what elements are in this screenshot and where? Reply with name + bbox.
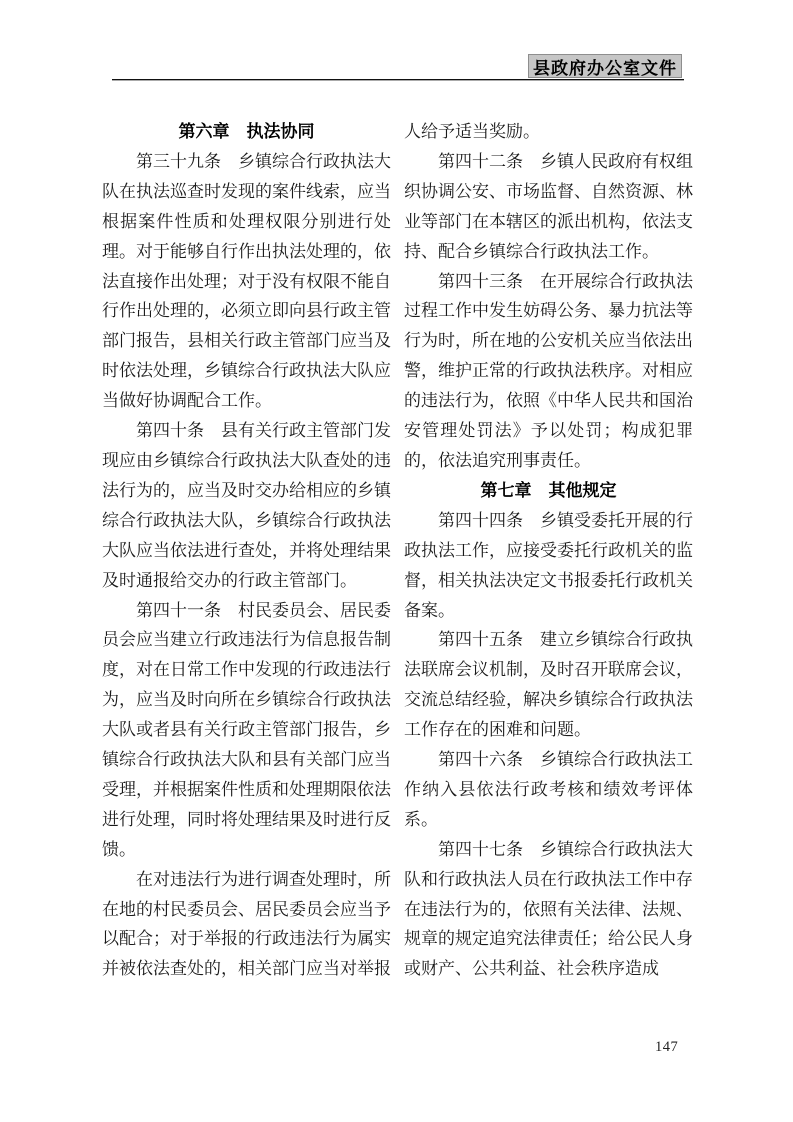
article-43-paragraph: 第四十三条 在开展综合行政执法过程工作中发生妨碍公务、暴力抗法等行为时，所在地的公安机关应当依法出警，维护正常的行政执法秩序。对相应的违法行为，依照《中华人民共和国治安管理处罚法》予以处罚；构成犯罪的，依法追究刑事责任。: [404, 271, 693, 470]
article-47-paragraph: 第四十七条 乡镇综合行政执法大队和行政执法人员在行政执法工作中存在违法行为的，依照有关法律、法规、规章的规定追究法律责任；给公民人身或财产、公共利益、社会秩序造成: [404, 839, 693, 979]
header-rule: [112, 79, 684, 81]
continuation-paragraph: 人给予适当奖励。: [404, 122, 540, 141]
chapter-heading-7: 第七章 其他规定: [480, 480, 617, 500]
article-45-paragraph: 第四十五条 建立乡镇综合行政执法联席会议机制，及时召开联席会议，交流总结经验，解决乡镇综合行政执法工作存在的困难和问题。: [404, 630, 693, 740]
article-39-paragraph: 第三十九条 乡镇综合行政执法大队在执法巡查时发现的案件线索，应当根据案件性质和处理权限分别进行处理。对于能够自行作出执法处理的，依法直接作出处理；对于没有权限不能自行作出处理的，必须立即向县行政主管部门报告，县相关行政主管部门应当及时依法处理，乡镇综合行政执法大队应当做好协调配合工作。: [102, 151, 391, 411]
right-column: [404, 117, 693, 984]
article-41-paragraph: 第四十一条 村民委员会、居民委员会应当建立行政违法行为信息报告制度，对在日常工作中发现的行政违法行为，应当及时向所在乡镇综合行政执法大队或者县有关行政主管部门报告，乡镇综合行政执法大队和县有关部门应当受理，并根据案件性质和处理期限依法进行处理，同时将处理结果及时进行反馈。: [102, 600, 391, 859]
article-41-second-paragraph: 在对违法行为进行调查处理时，所在地的村民委员会、居民委员会应当予以配合；对于举报的行政违法行为属实并被依法查处的，相关部门应当对举报: [102, 869, 391, 979]
article-44-paragraph: 第四十四条 乡镇受委托开展的行政执法工作，应接受委托行政机关的监督，相关执法决定文书报委托行政机关备案。: [404, 510, 693, 620]
header-banner: 县政府办公室文件: [528, 54, 682, 78]
chapter-heading-6: 第六章 执法协同: [178, 122, 315, 141]
article-42-paragraph: 第四十二条 乡镇人民政府有权组织协调公安、市场监督、自然资源、林业等部门在本辖区的派出机构，依法支持、配合乡镇综合行政执法工作。: [404, 151, 693, 261]
left-column: [102, 117, 391, 984]
page-number: 147: [655, 1039, 679, 1055]
article-46-paragraph: 第四十六条 乡镇综合行政执法工作纳入县依法行政考核和绩效考评体系。: [404, 750, 693, 829]
article-40-paragraph: 第四十条 县有关行政主管部门发现应由乡镇综合行政执法大队查处的违法行为的，应当及时交办给相应的乡镇综合行政执法大队，乡镇综合行政执法大队应当依法进行查处，并将处理结果及时通报给交办的行政主管部门。: [102, 421, 391, 590]
